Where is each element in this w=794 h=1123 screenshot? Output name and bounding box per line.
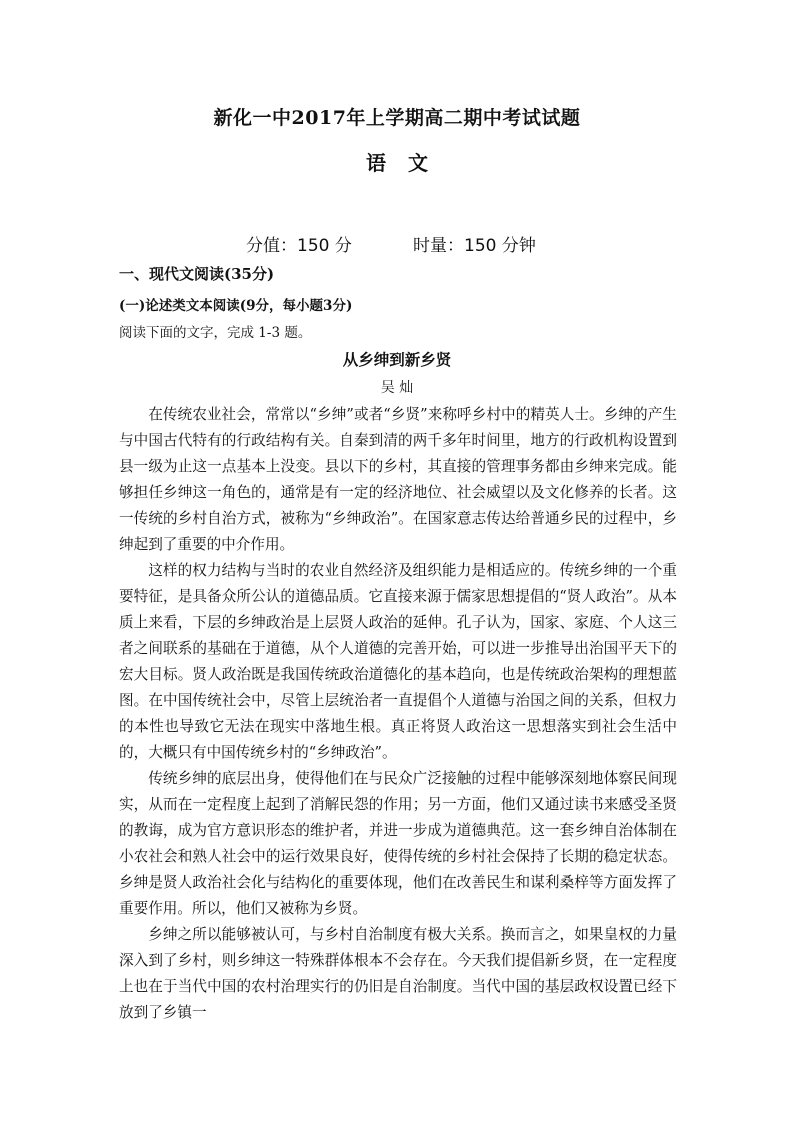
time-info: 时量：150 分钟	[413, 236, 536, 256]
article-paragraph: 这样的权力结构与当时的农业自然经济及组织能力是相适应的。传统乡绅的一个重要特征，是具备众所公认的道德品质。它直接来源于儒家思想提倡的“贤人政治”。从本质上来看，下层的乡绅政治是上层贤人政治的延伸。孔子认为，国家、家庭、个人这三者之间联系的基础在于道德，从个人道德的完善开始，可以进一步推导出治国平天下的宏大目标。贤人政治既是我国传统政治道德化的基本趋向，也是传统政治架构的理想蓝图。在中国传统社会中，尽管上层统治者一直提倡个人道德与治国之间的关系，但权力的本性也导致它无法在现实中落地生根。真正将贤人政治这一思想落实到社会生活中的，大概只有中国传统乡村的“乡绅政治”。	[119, 562, 677, 761]
subject-char-1: 语	[366, 151, 386, 175]
article-body	[119, 402, 677, 1026]
subsection-heading: (一)论述类文本阅读(9分，每小题3分)	[119, 298, 353, 314]
article-paragraph: 传统乡绅的底层出身，使得他们在与民众广泛接触的过程中能够深刻地体察民间现实，从而在一定程度上起到了消解民怨的作用；另一方面，他们又通过读书来感受圣贤的教诲，成为官方意识形态的维护者，并进一步成为道德典范。这一套乡绅自治体制在小农社会和熟人社会中的运行效果良好，使得传统的乡村社会保持了长期的稳定状态。乡绅是贤人政治社会化与结构化的重要体现，他们在改善民生和谋利桑梓等方面发挥了重要作用。所以，他们又被称为乡贤。	[119, 770, 677, 917]
score-info: 分值：150 分	[246, 236, 352, 256]
subject-heading	[0, 147, 794, 176]
article-title: 从乡绅到新乡贤	[342, 350, 452, 369]
subject-char-2: 文	[408, 151, 428, 175]
exam-title: 新化一中2017年上学期高二期中考试试题	[213, 107, 581, 129]
reading-instruction: 阅读下面的文字，完成 1-3 题。	[119, 325, 312, 341]
section-heading: 一、现代文阅读(35分)	[119, 265, 275, 283]
article-author: 吴 灿	[380, 380, 414, 396]
article-paragraph: 在传统农业社会，常常以“乡绅”或者“乡贤”来称呼乡村中的精英人士。乡绅的产生与中国古代特有的行政结构有关。自秦到清的两千多年时间里，地方的行政机构设置到县一级为止这一点基本上没变。县以下的乡村，其直接的管理事务都由乡绅来完成。能够担任乡绅这一角色的，通常是有一定的经济地位、社会威望以及文化修养的长者。这一传统的乡村自治方式，被称为“乡绅政治”。在国家意志传达给普通乡民的过程中，乡绅起到了重要的中介作用。	[119, 406, 677, 553]
article-paragraph: 乡绅之所以能够被认可，与乡村自治制度有极大关系。换而言之，如果皇权的力量深入到了乡村，则乡绅这一特殊群体根本不会存在。今天我们提倡新乡贤，在一定程度上也在于当代中国的农村治理实行的仍旧是自治制度。当代中国的基层政权设置已经下放到了乡镇一	[119, 926, 677, 1021]
